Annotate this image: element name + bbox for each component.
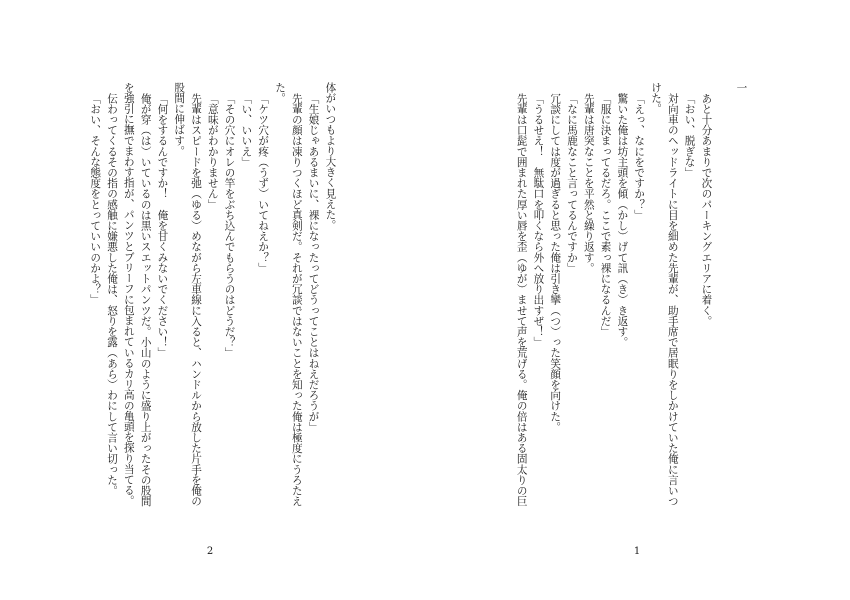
text-line: 「い、いいえ」 [240, 92, 253, 167]
text-line: 先輩は口髭で囲まれた厚い唇を歪（ゆが）ませて声を荒げる。俺の倍はある固太りの巨 [515, 92, 528, 506]
page-number: 1 [633, 546, 641, 557]
text-line: 伝わってくるその指の感触に嫌悪した俺は、怒りを露（あら）わにして言い切った。 [106, 92, 119, 496]
text-line: 俺が穿（は）いているのは黒いスエットパンツだ。小山のように盛り上がったその股間 [139, 92, 152, 506]
text-line: 「えっ、なにをですか？」 [633, 92, 646, 220]
text-line: 先輩はスピードを弛（ゆる）めながら左車線に入ると、ハンドルから放した片手を俺の [190, 92, 203, 506]
text-line: 「何をするんですか！ 俺を甘くみないでください！」 [156, 92, 169, 358]
text-line: 「服に決まってるだろ。ここで素っ裸になるんだ」 [599, 92, 612, 337]
text-line: 「その穴にオレの竿をぶち込んでもらうのはどうだ？」 [223, 92, 236, 358]
text-line: 「生娘じゃあるまいに、裸になったってどうってことはねえだろうが」 [307, 92, 320, 432]
page-2-text [86, 82, 338, 508]
text-line: た。 [274, 82, 286, 104]
text-line: 「ケツ穴が疼（うず）いてねえか？」 [257, 92, 270, 273]
chapter-number: 一 [735, 82, 748, 93]
text-line: 「おい、脱ぎな」 [683, 92, 696, 178]
text-line: 「意味がわかりません」 [206, 92, 219, 210]
text-line: 「うるせえ！ 無駄口を叩くなら外へ放り出すぜ！」 [532, 92, 545, 347]
text-line: 股間に伸ばす。 [173, 82, 186, 157]
text-line: 冗談にしては度が過ぎると思った俺は引き攣（つ）った笑顔を向けた。 [549, 92, 562, 432]
text-line: あと十分あまりで次のパーキングエリアに着く。 [700, 92, 713, 326]
text-line: 対向車のヘッドライトに目を細めた先輩が、助手席で居眠りをしかけていた俺に言いつ [666, 92, 679, 506]
text-line: を強引に撫でまわす指が、パンツとブリーフに包まれているカリ高の亀頭を探り当てる。 [122, 82, 135, 506]
text-line: 先輩の顔は凍りつくほど真剣だ。それが冗談ではないことを知った俺は極度にうろたえ [290, 92, 303, 506]
text-line: 体がいつもより大きく見えた。 [324, 82, 337, 231]
text-line: 先輩は唐突なことを平然と繰り返す。 [582, 92, 595, 273]
text-line: 驚いた俺は坊主頭を傾（かし）げて訊（き）き返す。 [616, 92, 629, 347]
text-line: 「なに馬鹿なこと言ってるんですか」 [566, 92, 579, 273]
page-number: 2 [206, 546, 214, 557]
text-line: けた。 [650, 82, 662, 114]
text-line: 「おい、そんな態度をとっていいのかよ？」 [89, 92, 102, 305]
page-1-text [513, 82, 715, 508]
